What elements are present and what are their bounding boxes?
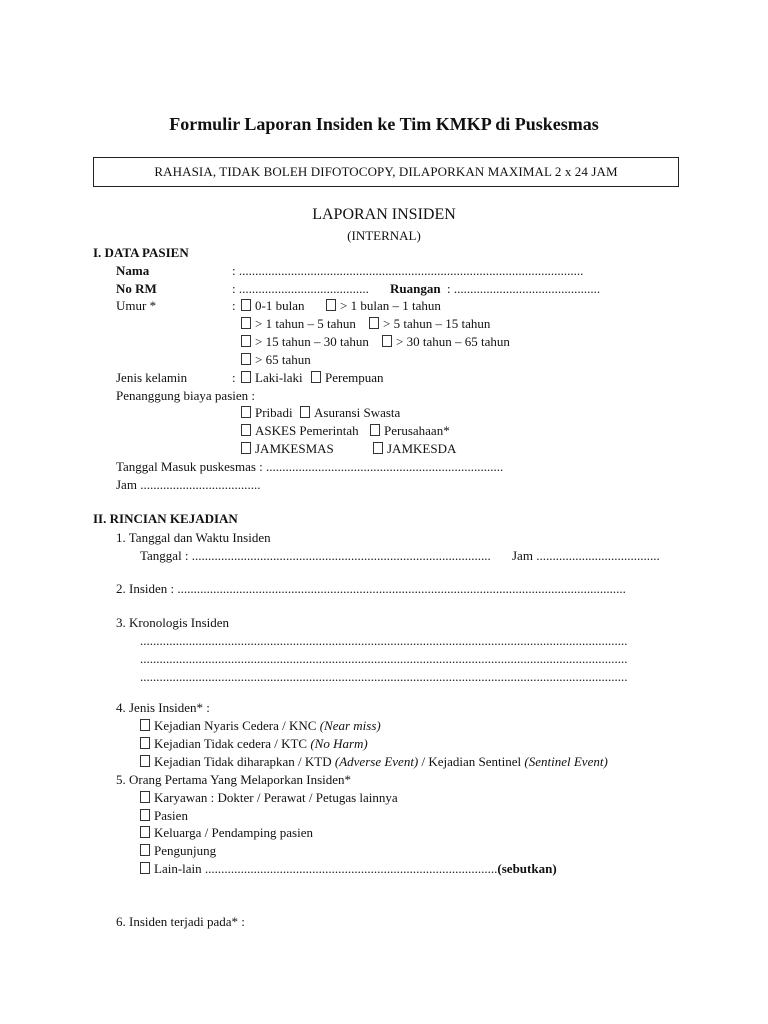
- biaya-option-asuransi[interactable]: Asuransi Swasta: [300, 405, 400, 421]
- checkbox-icon[interactable]: [140, 844, 150, 856]
- q3-line-3[interactable]: ......................................................................................................................................................: [140, 669, 628, 684]
- q5-option-pengunjung[interactable]: Pengunjung: [140, 843, 216, 859]
- checkbox-icon[interactable]: [140, 862, 150, 874]
- q4-label: 4. Jenis Insiden* :: [116, 700, 210, 715]
- checkbox-icon[interactable]: [241, 424, 251, 436]
- form-title: Formulir Laporan Insiden ke Tim KMKP di Puskesmas: [169, 114, 599, 134]
- biaya-option-jamkesda[interactable]: JAMKESDA: [373, 441, 456, 457]
- biaya-option-pribadi[interactable]: Pribadi: [241, 405, 293, 421]
- checkbox-icon[interactable]: [241, 371, 251, 383]
- section-rincian-heading: II. RINCIAN KEJADIAN: [93, 511, 238, 526]
- q2-insiden-field[interactable]: 2. Insiden : ..........................................................................................................................................: [116, 581, 626, 596]
- q5-option-lain-lain[interactable]: Lain-lain ..........................................................................................(sebutkan): [140, 861, 557, 877]
- q1-tanggal-field[interactable]: Tanggal : ............................................................................................: [140, 548, 491, 563]
- checkbox-icon[interactable]: [241, 353, 251, 365]
- umur-option-15-30thn[interactable]: > 15 tahun – 30 tahun: [241, 334, 369, 350]
- nama-label: Nama: [116, 263, 150, 278]
- jk-option-laki[interactable]: Laki-laki: [241, 370, 303, 386]
- nama-field[interactable]: : ..........................................................................................................: [232, 263, 584, 278]
- q5-option-keluarga[interactable]: Keluarga / Pendamping pasien: [140, 825, 313, 841]
- ruangan-label: Ruangan: [390, 281, 441, 296]
- checkbox-icon[interactable]: [241, 442, 251, 454]
- checkbox-icon[interactable]: [311, 371, 321, 383]
- checkbox-icon[interactable]: [241, 335, 251, 347]
- q3-line-2[interactable]: ......................................................................................................................................................: [140, 651, 628, 666]
- report-subtitle: (INTERNAL): [347, 228, 421, 243]
- q5-label: 5. Orang Pertama Yang Melaporkan Insiden*: [116, 772, 352, 787]
- umur-option-1bln-1thn[interactable]: > 1 bulan – 1 tahun: [326, 298, 441, 314]
- umur-option-5-15thn[interactable]: > 5 tahun – 15 tahun: [369, 316, 490, 332]
- penanggung-biaya-label: Penanggung biaya pasien :: [116, 388, 255, 403]
- q4-option-knc[interactable]: Kejadian Nyaris Cedera / KNC (Near miss): [140, 718, 381, 734]
- umur-colon: :: [232, 298, 236, 313]
- tanggal-masuk-field[interactable]: Tanggal Masuk puskesmas : .........................................................................: [116, 459, 504, 474]
- checkbox-icon[interactable]: [300, 406, 310, 418]
- biaya-option-perusahaan[interactable]: Perusahaan*: [370, 423, 450, 439]
- q4-option-ktd[interactable]: Kejadian Tidak diharapkan / KTD (Adverse Event) / Kejadian Sentinel (Sentinel Event): [140, 754, 608, 770]
- checkbox-icon[interactable]: [140, 809, 150, 821]
- checkbox-icon[interactable]: [369, 317, 379, 329]
- q4-option-ktc[interactable]: Kejadian Tidak cedera / KTC (No Harm): [140, 736, 368, 752]
- biaya-option-askes[interactable]: ASKES Pemerintah: [241, 423, 359, 439]
- confidential-notice: [93, 157, 679, 187]
- checkbox-icon[interactable]: [241, 406, 251, 418]
- umur-option-0-1-bulan[interactable]: 0-1 bulan: [241, 298, 304, 314]
- ruangan-field[interactable]: : .............................................: [447, 281, 601, 296]
- checkbox-icon[interactable]: [326, 299, 336, 311]
- jenis-kelamin-colon: :: [232, 370, 236, 385]
- checkbox-icon[interactable]: [140, 737, 150, 749]
- q6-label: 6. Insiden terjadi pada* :: [116, 914, 245, 929]
- q1-jam-field[interactable]: Jam ......................................: [512, 548, 660, 563]
- checkbox-icon[interactable]: [140, 719, 150, 731]
- jam-masuk-field[interactable]: Jam .....................................: [116, 477, 261, 492]
- umur-option-1-5thn[interactable]: > 1 tahun – 5 tahun: [241, 316, 356, 332]
- norm-field[interactable]: : ........................................: [232, 281, 369, 296]
- umur-option-65thn[interactable]: > 65 tahun: [241, 352, 311, 368]
- q3-line-1[interactable]: ......................................................................................................................................................: [140, 633, 628, 648]
- jenis-kelamin-label: Jenis kelamin: [116, 370, 188, 385]
- q3-label: 3. Kronologis Insiden: [116, 615, 230, 630]
- checkbox-icon[interactable]: [241, 317, 251, 329]
- checkbox-icon[interactable]: [382, 335, 392, 347]
- umur-label: Umur *: [116, 298, 157, 313]
- checkbox-icon[interactable]: [373, 442, 383, 454]
- checkbox-icon[interactable]: [241, 299, 251, 311]
- section-data-pasien-heading: I. DATA PASIEN: [93, 245, 189, 260]
- q1-label: 1. Tanggal dan Waktu Insiden: [116, 530, 271, 545]
- checkbox-icon[interactable]: [140, 791, 150, 803]
- q5-option-karyawan[interactable]: Karyawan : Dokter / Perawat / Petugas lainnya: [140, 790, 398, 806]
- notice-text: RAHASIA, TIDAK BOLEH DIFOTOCOPY, DILAPORKAN MAXIMAL 2 x 24 JAM: [154, 164, 618, 179]
- norm-label: No RM: [116, 281, 157, 296]
- q5-option-pasien[interactable]: Pasien: [140, 808, 188, 824]
- jk-option-perempuan[interactable]: Perempuan: [311, 370, 383, 386]
- checkbox-icon[interactable]: [140, 755, 150, 767]
- checkbox-icon[interactable]: [140, 826, 150, 838]
- umur-option-30-65thn[interactable]: > 30 tahun – 65 tahun: [382, 334, 510, 350]
- report-title: LAPORAN INSIDEN: [312, 206, 456, 223]
- biaya-option-jamkesmas[interactable]: JAMKESMAS: [241, 441, 334, 457]
- checkbox-icon[interactable]: [370, 424, 380, 436]
